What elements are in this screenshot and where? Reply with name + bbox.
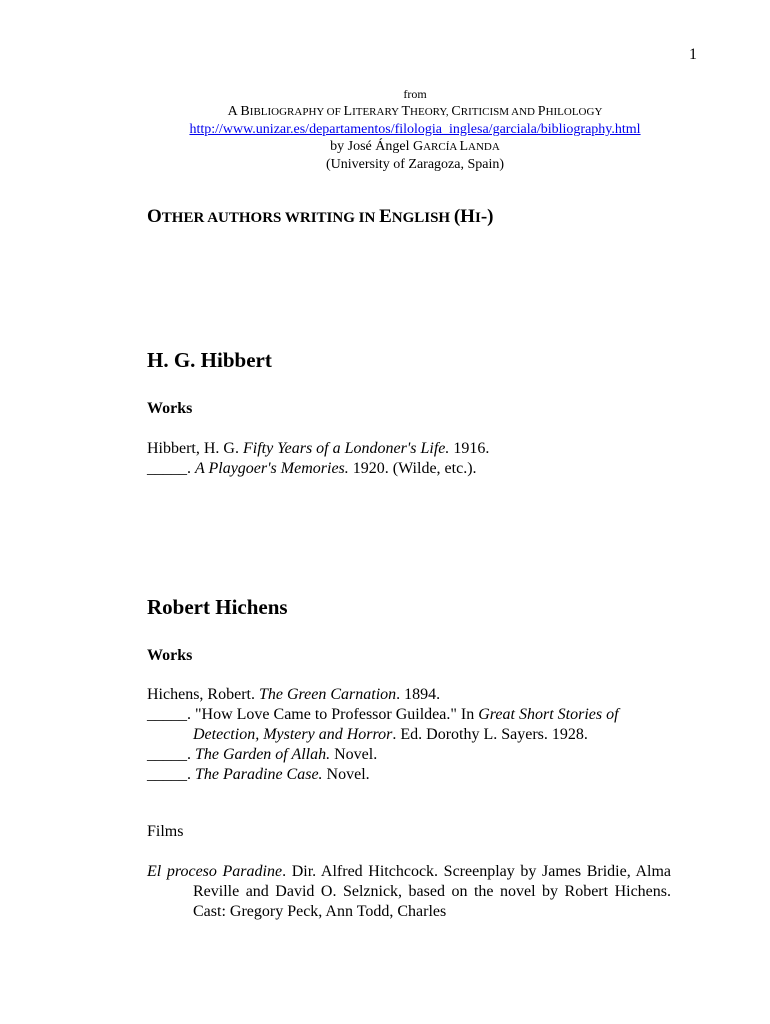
entry-rest: 1916.: [449, 440, 490, 457]
author-heading: H. G. Hibbert: [147, 348, 272, 372]
bibliography-entry: [147, 685, 671, 705]
entry-title: The Green Carnation: [258, 686, 397, 703]
films-list: [147, 862, 671, 922]
entry-rest: . 1894.: [396, 686, 441, 703]
entry-lead: _____.: [147, 766, 195, 783]
entry-title: The Garden of Allah.: [195, 746, 331, 763]
title-part: A B: [227, 104, 250, 119]
works-heading: Works: [147, 400, 193, 417]
author-line: [0, 138, 770, 156]
author-heading: Robert Hichens: [147, 595, 288, 619]
author-surname-part: G: [412, 139, 424, 154]
section-title-part: I: [474, 210, 481, 226]
header-from: from: [403, 87, 427, 101]
bibliography-entry: [147, 765, 671, 785]
entry-lead: _____.: [147, 746, 195, 763]
title-part: HEORY,: [410, 106, 452, 118]
bibliography-url-line: [0, 121, 770, 138]
bibliography-entry: [147, 745, 671, 765]
section-title-part: E: [379, 206, 392, 227]
author-surname-part: L: [459, 139, 469, 154]
title-part: C: [451, 104, 461, 119]
title-part: RITICISM AND: [460, 106, 538, 118]
entry-rest: 1920. (Wilde, etc.).: [348, 460, 477, 477]
section-title-part: THER AUTHORS WRITING IN: [161, 210, 380, 226]
title-part: P: [537, 104, 546, 119]
page-number: 1: [689, 46, 697, 63]
title-part: T: [401, 104, 411, 119]
title-part: IBLIOGRAPHY OF: [249, 106, 344, 118]
entry-title: Great Short Stories of Detection, Mystery and Horror: [193, 706, 619, 743]
title-part: L: [343, 104, 353, 119]
document-header: [0, 86, 770, 173]
section-title: [147, 206, 493, 228]
entry-lead: _____. "How Love Came to Professor Guildea." In: [147, 706, 479, 723]
bibliography-entry: [147, 439, 671, 459]
university-line: (University of Zaragoza, Spain): [325, 157, 505, 172]
author-surname-part: ANDA: [468, 141, 500, 153]
works-list: [147, 439, 671, 479]
section-title-part: (H: [453, 206, 475, 227]
entry-title: The Paradine Case.: [195, 766, 323, 783]
title-part: ITERARY: [352, 106, 402, 118]
title-part: HILOLOGY: [545, 106, 603, 118]
bibliography-title: [0, 103, 770, 121]
section-title-part: O: [147, 206, 162, 227]
author-prefix: by José Ángel: [330, 139, 413, 154]
section-title-part: NGLISH: [391, 210, 454, 226]
entry-lead: Hibbert, H. G.: [147, 440, 243, 457]
film-entry: [147, 862, 671, 922]
section-title-part: -): [480, 206, 494, 227]
entry-lead: Hichens, Robert.: [147, 686, 259, 703]
entry-rest: . Dir. Alfred Hitchcock. Screenplay by James Bridie, Alma Reville and David O. Selznick, based on the novel by Robert Hichens. Cast: Gregory Peck, Ann Todd, Charles: [193, 863, 672, 920]
film-title: El proceso Paradine: [147, 863, 283, 880]
entry-lead: _____.: [147, 460, 195, 477]
entry-rest: . Ed. Dorothy L. Sayers. 1928.: [392, 726, 588, 743]
films-heading: Films: [147, 823, 184, 840]
entry-rest: Novel.: [330, 746, 378, 763]
bibliography-entry: [147, 459, 671, 479]
entry-title: Fifty Years of a Londoner's Life.: [242, 440, 450, 457]
works-list: [147, 685, 671, 785]
works-heading: Works: [147, 647, 193, 664]
author-surname-part: ARCÍA: [423, 141, 460, 153]
entry-title: A Playgoer's Memories.: [195, 460, 349, 477]
bibliography-entry: [147, 705, 671, 745]
entry-rest: Novel.: [322, 766, 370, 783]
bibliography-link[interactable]: http://www.unizar.es/departamentos/filologia_inglesa/garciala/bibliography.html: [189, 122, 641, 137]
